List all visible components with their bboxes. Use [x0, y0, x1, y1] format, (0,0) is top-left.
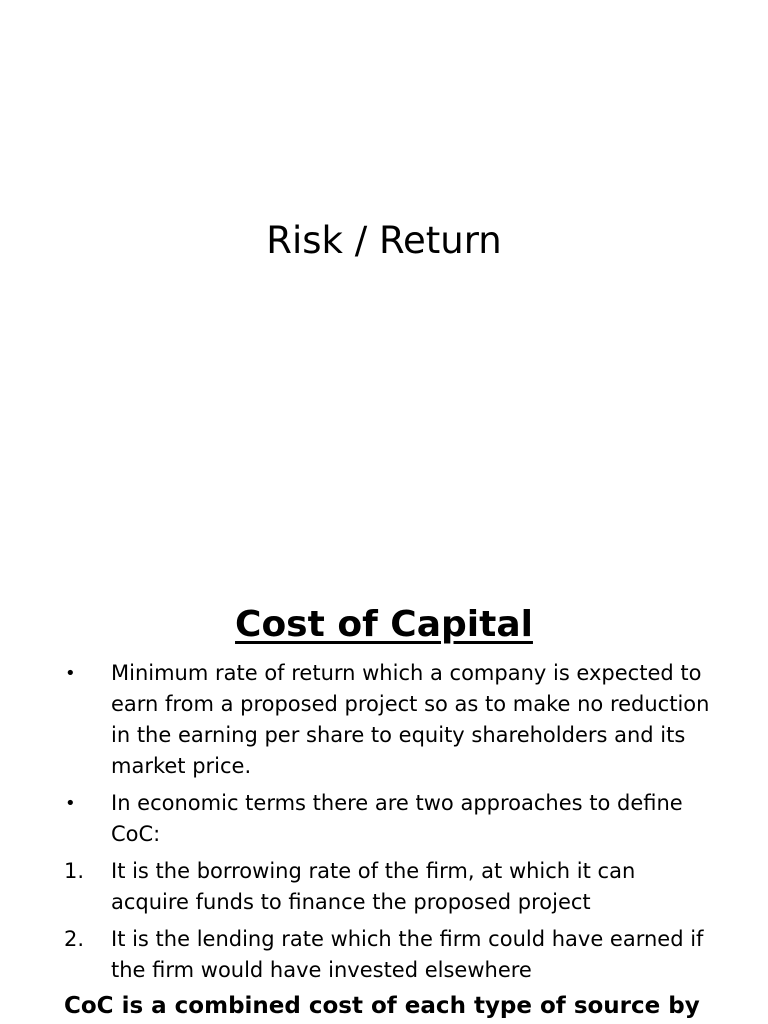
- bullet-marker: •: [65, 793, 76, 814]
- closing-statement: CoC is a combined cost of each type of source by: [64, 993, 700, 1019]
- bullet-marker: •: [65, 663, 76, 684]
- slide-title: Risk / Return: [266, 219, 502, 262]
- list-item: [0, 856, 768, 918]
- number-marker: 2.: [64, 927, 85, 951]
- slide-cost-of-capital: [0, 576, 768, 1024]
- bullet-text: It is the lending rate which the firm could have earned if the firm would have invested elsewhere: [111, 927, 704, 982]
- list-item: [0, 924, 768, 986]
- slide-title: Cost of Capital: [235, 604, 533, 645]
- bullet-text: It is the borrowing rate of the firm, at which it can acquire funds to finance the proposed project: [111, 859, 636, 914]
- list-item: [0, 788, 768, 850]
- bullet-list: [0, 658, 768, 992]
- bullet-text: Minimum rate of return which a company is expected to earn from a proposed project so as to make no reduction in the earning per share to equity shareholders and its market price.: [111, 661, 710, 778]
- list-item: [0, 658, 768, 782]
- bullet-text: In economic terms there are two approaches to define CoC:: [111, 791, 683, 846]
- number-marker: 1.: [64, 859, 85, 883]
